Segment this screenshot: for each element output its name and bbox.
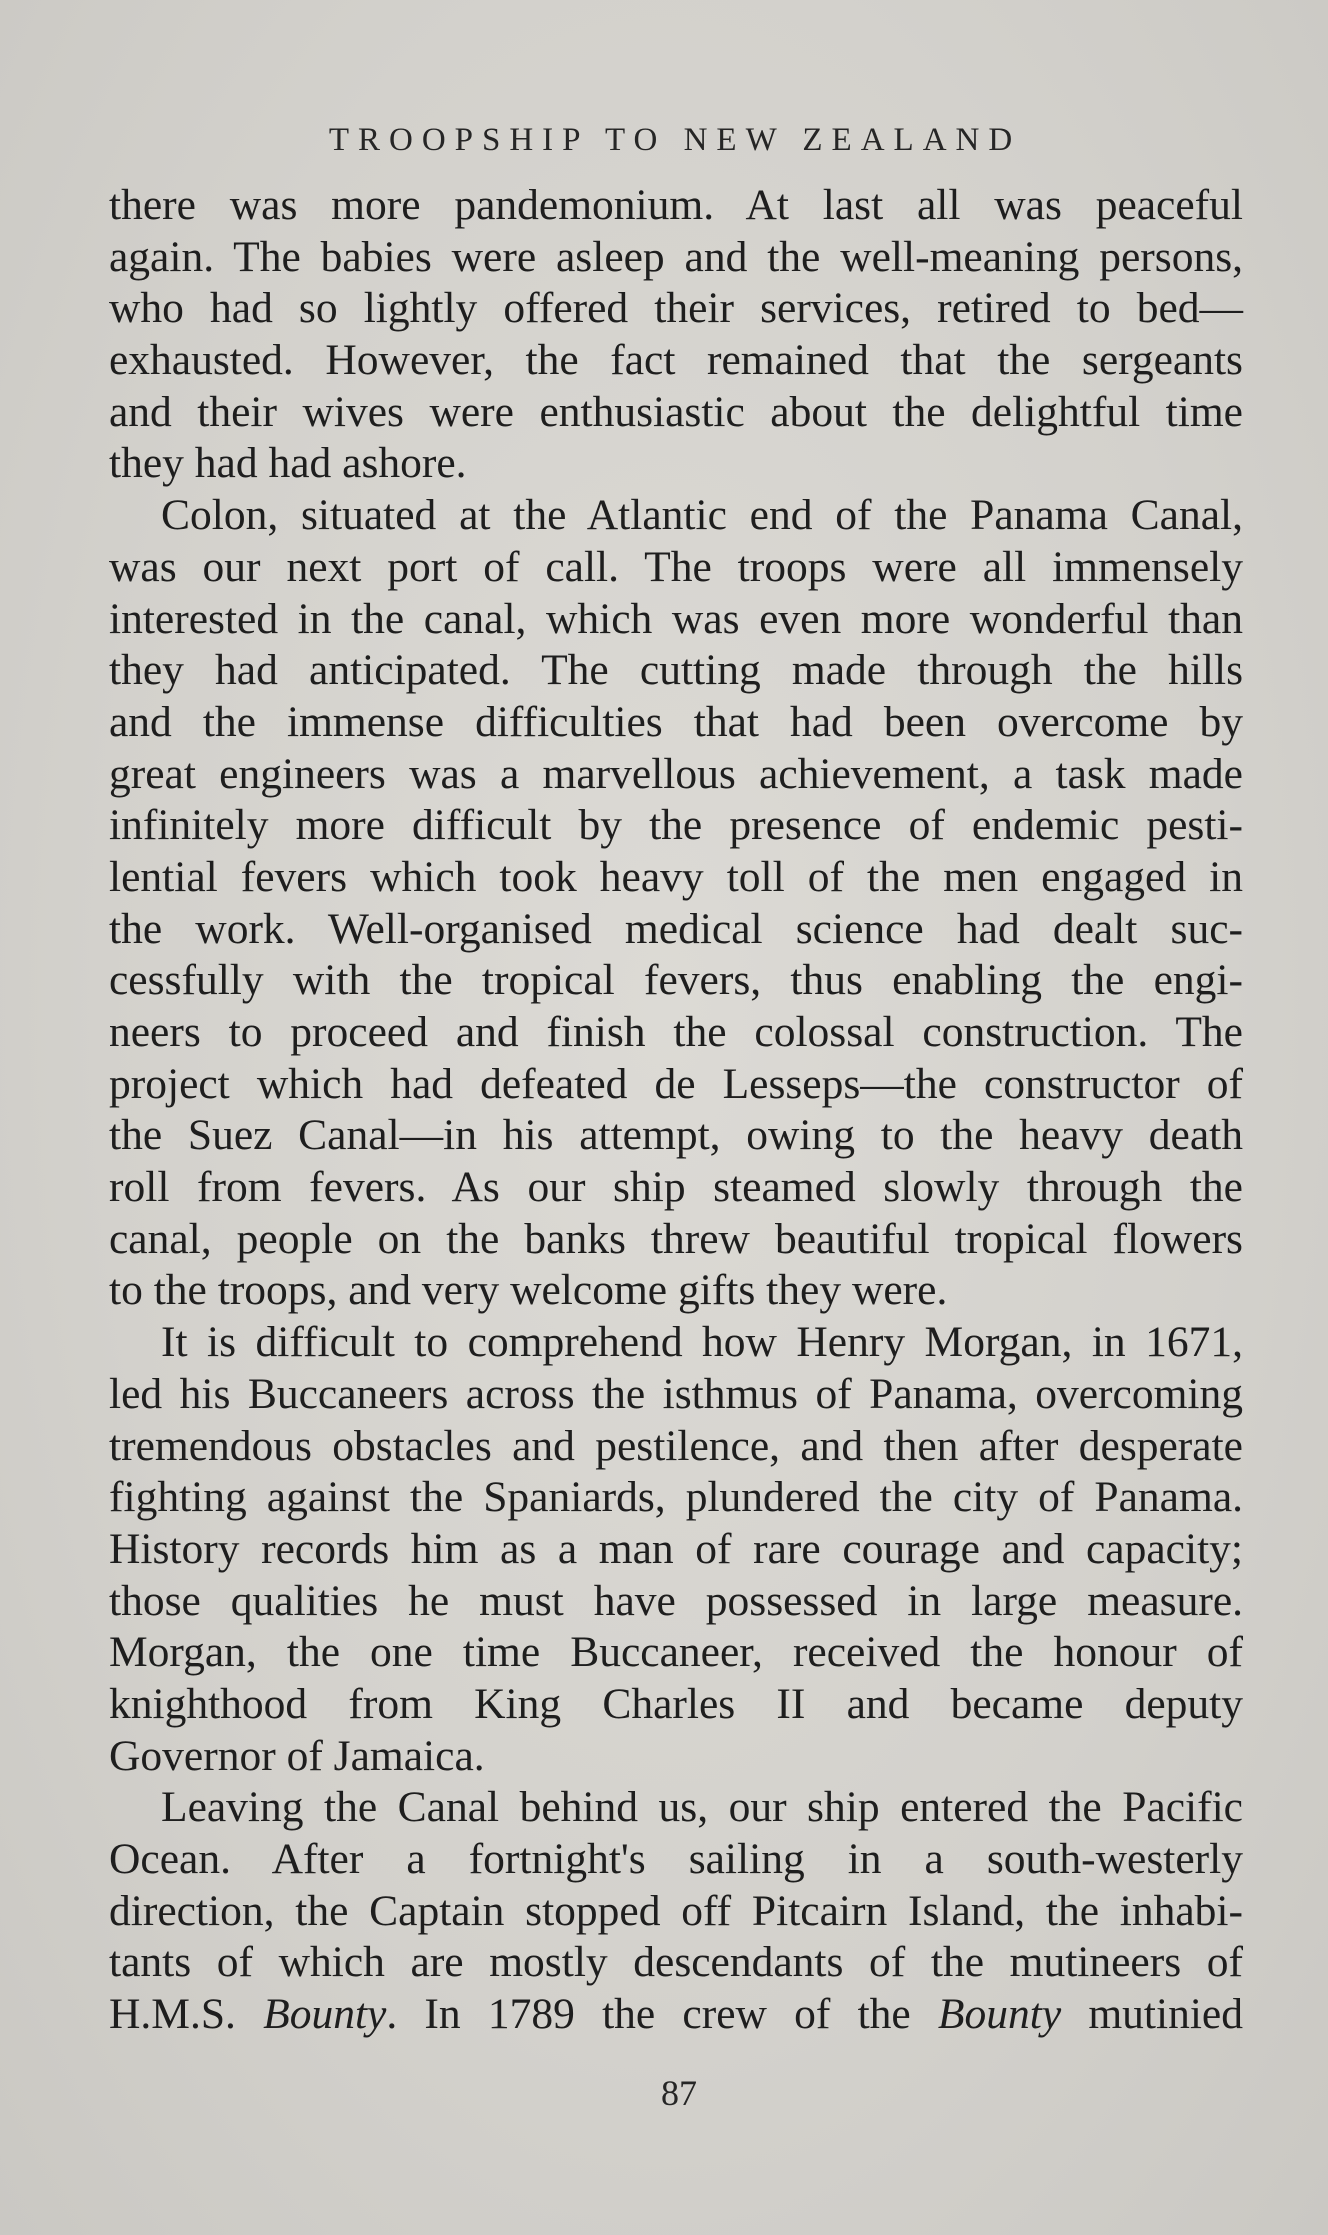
text-line: to the troops, and very welcome gifts they were. [109, 1266, 948, 1315]
text-line: H.M.S. Bounty. In 1789 the crew of the Bounty mutinied [109, 1990, 1243, 2039]
running-head: TROOPSHIP TO NEW ZEALAND [328, 122, 1022, 158]
page-number: 87 [661, 2073, 697, 2113]
text-line: was our next port of call. The troops were all immensely [109, 542, 1243, 591]
text-line: the work. Well-organised medical science had dealt suc- [109, 904, 1243, 953]
text-line: Morgan, the one time Buccaneer, received the honour of [109, 1628, 1243, 1677]
text-line: exhausted. However, the fact remained that the sergeants [109, 336, 1243, 385]
text-line: great engineers was a marvellous achievement, a task made [109, 749, 1243, 798]
text-line: infinitely more difficult by the presence of endemic pesti- [109, 801, 1243, 850]
text-line: Governor of Jamaica. [109, 1731, 485, 1780]
text-line: roll from fevers. As our ship steamed slowly through the [109, 1163, 1243, 1212]
text-line: History records him as a man of rare courage and capacity; [109, 1524, 1243, 1573]
text-line: Colon, situated at the Atlantic end of the Panama Canal, [161, 491, 1243, 540]
text-line: tremendous obstacles and pestilence, and then after desperate [109, 1421, 1243, 1470]
text-line: those qualities he must have possessed in large measure. [109, 1576, 1243, 1625]
text-line: canal, people on the banks threw beautiful tropical flowers [109, 1214, 1243, 1263]
text-line: the Suez Canal—in his attempt, owing to the heavy death [109, 1111, 1243, 1160]
text-line: Leaving the Canal behind us, our ship entered the Pacific [161, 1783, 1243, 1832]
body-text [109, 180, 1243, 2041]
text-line: and their wives were enthusiastic about the delightful time [109, 387, 1243, 436]
text-line: again. The babies were asleep and the well-meaning persons, [109, 232, 1243, 281]
text-line: led his Buccaneers across the isthmus of Panama, overcoming [109, 1369, 1243, 1418]
text-line: and the immense difficulties that had been overcome by [109, 697, 1243, 746]
text-line: lential fevers which took heavy toll of the men engaged in [109, 852, 1243, 901]
text-line: cessfully with the tropical fevers, thus enabling the engi- [109, 956, 1243, 1005]
text-line: It is difficult to comprehend how Henry Morgan, in 1671, [161, 1318, 1243, 1367]
text-line: fighting against the Spaniards, plundered the city of Panama. [109, 1473, 1243, 1522]
text-line: neers to proceed and finish the colossal construction. The [109, 1008, 1243, 1056]
text-line: Ocean. After a fortnight's sailing in a south-westerly [109, 1835, 1243, 1883]
text-line: who had so lightly offered their services, retired to bed— [109, 284, 1243, 333]
text-line: they had anticipated. The cutting made through the hills [109, 646, 1243, 695]
text-line: they had had ashore. [109, 439, 467, 488]
text-line: project which had defeated de Lesseps—the constructor of [109, 1059, 1243, 1108]
text-line: interested in the canal, which was even more wonderful than [109, 594, 1243, 643]
text-line: tants of which are mostly descendants of the mutineers of [109, 1938, 1243, 1987]
text-line: direction, the Captain stopped off Pitcairn Island, the inhabi- [109, 1886, 1243, 1935]
text-line: there was more pandemonium. At last all was peaceful [109, 181, 1243, 229]
text-line: knighthood from King Charles II and became deputy [109, 1679, 1243, 1728]
